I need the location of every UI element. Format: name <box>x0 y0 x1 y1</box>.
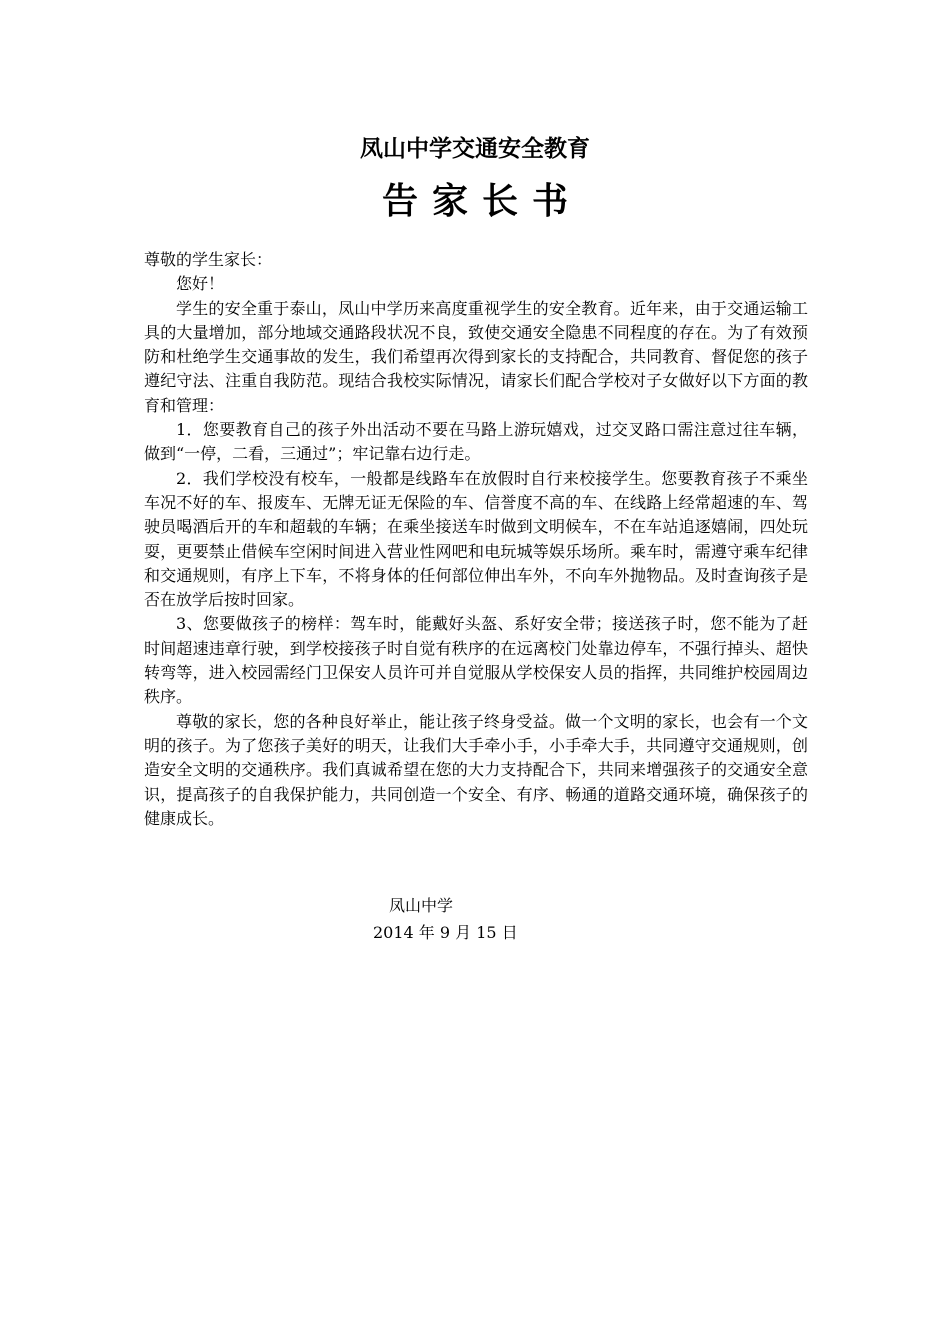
paragraph-item-2: 2．我们学校没有校车，一般都是线路车在放假时自行来校接学生。您要教育孩子不乘坐车况不好的车、报废车、无牌无证无保险的车、信誉度不高的车、在线路上经常超速的车、驾驶员喝酒后开的车和超载的车辆；在乘坐接送车时做到文明候车，不在车站追逐嬉闹，四处玩耍，更要禁止借候车空闲时间进入营业性网吧和电玩城等娱乐场所。乘车时，需遵守乘车纪律和交通规则，有序上下车，不将身体的任何部位伸出车外，不向车外抛物品。及时查询孩子是否在放学后按时回家。 <box>144 468 808 610</box>
paragraph-item-3: 3、您要做孩子的榜样：驾车时，能戴好头盔、系好安全带；接送孩子时，您不能为了赶时间超速违章行驶，到学校接孩子时自觉有秩序的在远离校门处靠边停车，不强行掉头、超快转弯等，进入校园需经门卫保安人员许可并自觉服从学校保安人员的指挥，共同维护校园周边秩序。 <box>144 614 808 707</box>
salutation: 尊敬的学生家长： <box>144 250 273 269</box>
document-title: 告家长书 <box>381 180 582 222</box>
paragraph-item-1: 1．您要教育自己的孩子外出活动不要在马路上游玩嬉戏，过交叉路口需注意过往车辆，做到“一停，二看，三通过”；牢记靠右边行走。 <box>144 420 808 464</box>
greeting: 您好！ <box>176 274 225 294</box>
paragraph-intro: 学生的安全重于泰山，凤山中学历来高度重视学生的安全教育。近年来，由于交通运输工具的大量增加，部分地域交通路段状况不良，致使交通安全隐患不同程度的存在。为了有效预防和杜绝学生交通事故的发生，我们希望再次得到家长的支持配合，共同教育、督促您的孩子遵纪守法、注重自我防范。现结合我校实际情况，请家长们配合学校对子女做好以下方面的教育和管理： <box>144 298 808 415</box>
signature-organization: 凤山中学 <box>389 896 454 915</box>
letter-body <box>144 248 808 831</box>
paragraph-closing: 尊敬的家长，您的各种良好举止，能让孩子终身受益。做一个文明的家长，也会有一个文明的孩子。为了您孩子美好的明天，让我们大手牵小手，小手牵大手，共同遵守交通规则，创造安全文明的交通秩序。我们真诚希望在您的大力支持配合下，共同来增强孩子的交通安全意识，提高孩子的自我保护能力，共同创造一个安全、有序、畅通的道路交通环境，确保孩子的健康成长。 <box>144 711 808 828</box>
signature-date: 2014 年 9 月 15 日 <box>373 923 518 942</box>
document-subtitle: 凤山中学交通安全教育 <box>360 135 590 162</box>
